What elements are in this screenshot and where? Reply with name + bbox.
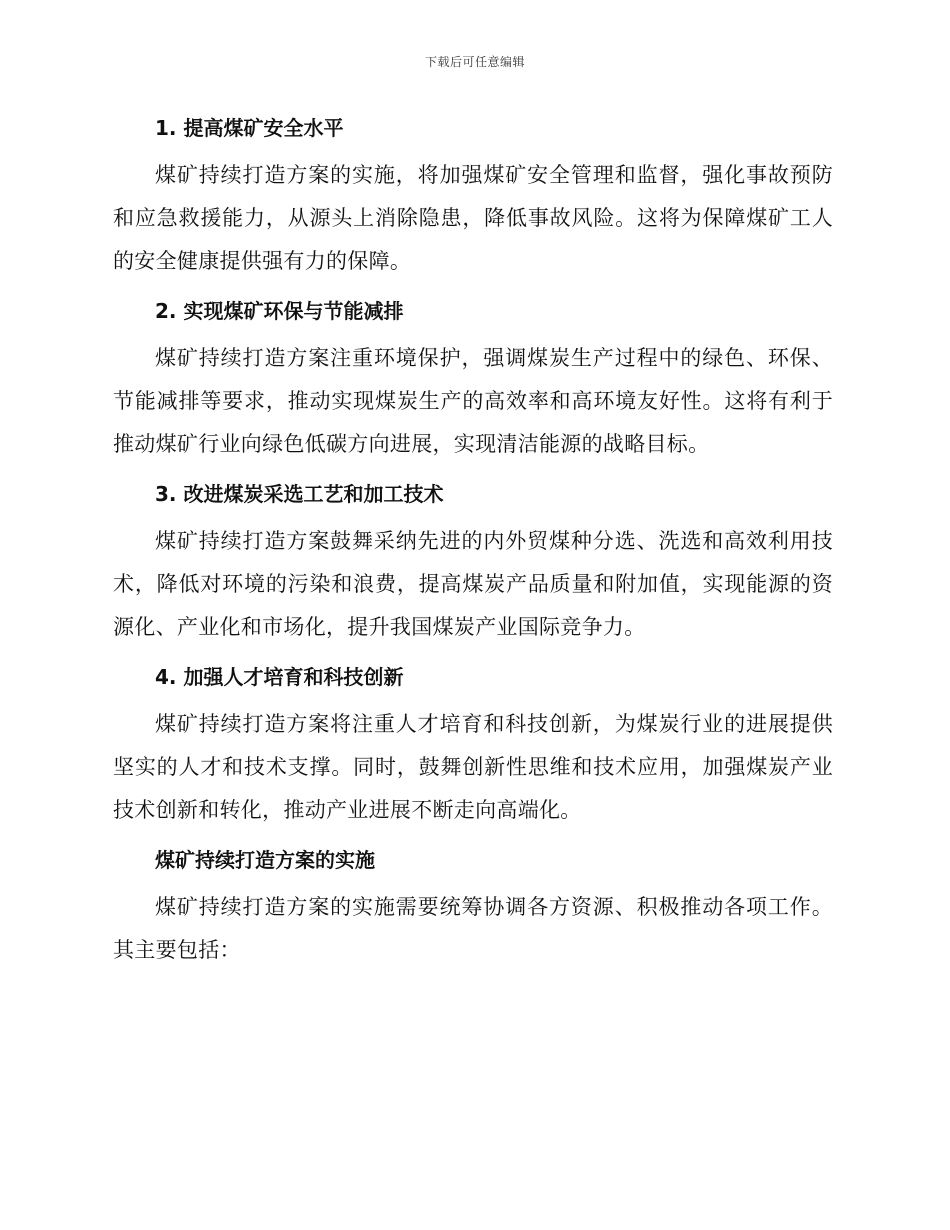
section-paragraph: 煤矿持续打造方案鼓舞采纳先进的内外贸煤种分选、洗选和高效利用技术，降低对环境的污染和浪费，提高煤炭产品质量和附加值，实现能源的资源化、产业化和市场化，提升我国煤炭产业国际竞争力。 <box>113 529 833 639</box>
section-heading: 3. 改进煤炭采选工艺和加工技术 <box>155 482 444 506</box>
section-heading: 2. 实现煤矿环保与节能减排 <box>155 299 404 323</box>
section-heading: 1. 提高煤矿安全水平 <box>155 116 344 140</box>
page-header: 下载后可任意编辑 <box>424 55 525 69</box>
section-safety <box>113 108 833 283</box>
section-paragraph: 煤矿持续打造方案将注重人才培育和科技创新，为煤炭行业的进展提供坚实的人才和技术支撑。同时，鼓舞创新性思维和技术应用，加强煤炭产业技术创新和转化，推动产业进展不断走向高端化。 <box>113 712 833 822</box>
section-technology <box>113 474 833 649</box>
section-paragraph: 煤矿持续打造方案的实施需要统筹协调各方资源、积极推动各项工作。其主要包括： <box>113 895 833 962</box>
section-heading: 煤矿持续打造方案的实施 <box>155 848 375 872</box>
section-heading: 4. 加强人才培育和科技创新 <box>155 665 404 689</box>
section-talent <box>113 657 833 832</box>
section-paragraph: 煤矿持续打造方案的实施，将加强煤矿安全管理和监督，强化事故预防和应急救援能力，从源头上消除隐患，降低事故风险。这将为保障煤矿工人的安全健康提供强有力的保障。 <box>113 163 833 273</box>
section-environment <box>113 291 833 466</box>
document-body <box>113 108 833 980</box>
section-implementation <box>113 840 833 972</box>
section-paragraph: 煤矿持续打造方案注重环境保护，强调煤炭生产过程中的绿色、环保、节能减排等要求，推动实现煤炭生产的高效率和高环境友好性。这将有利于推动煤矿行业向绿色低碳方向进展，实现清洁能源的战略目标。 <box>113 346 833 456</box>
